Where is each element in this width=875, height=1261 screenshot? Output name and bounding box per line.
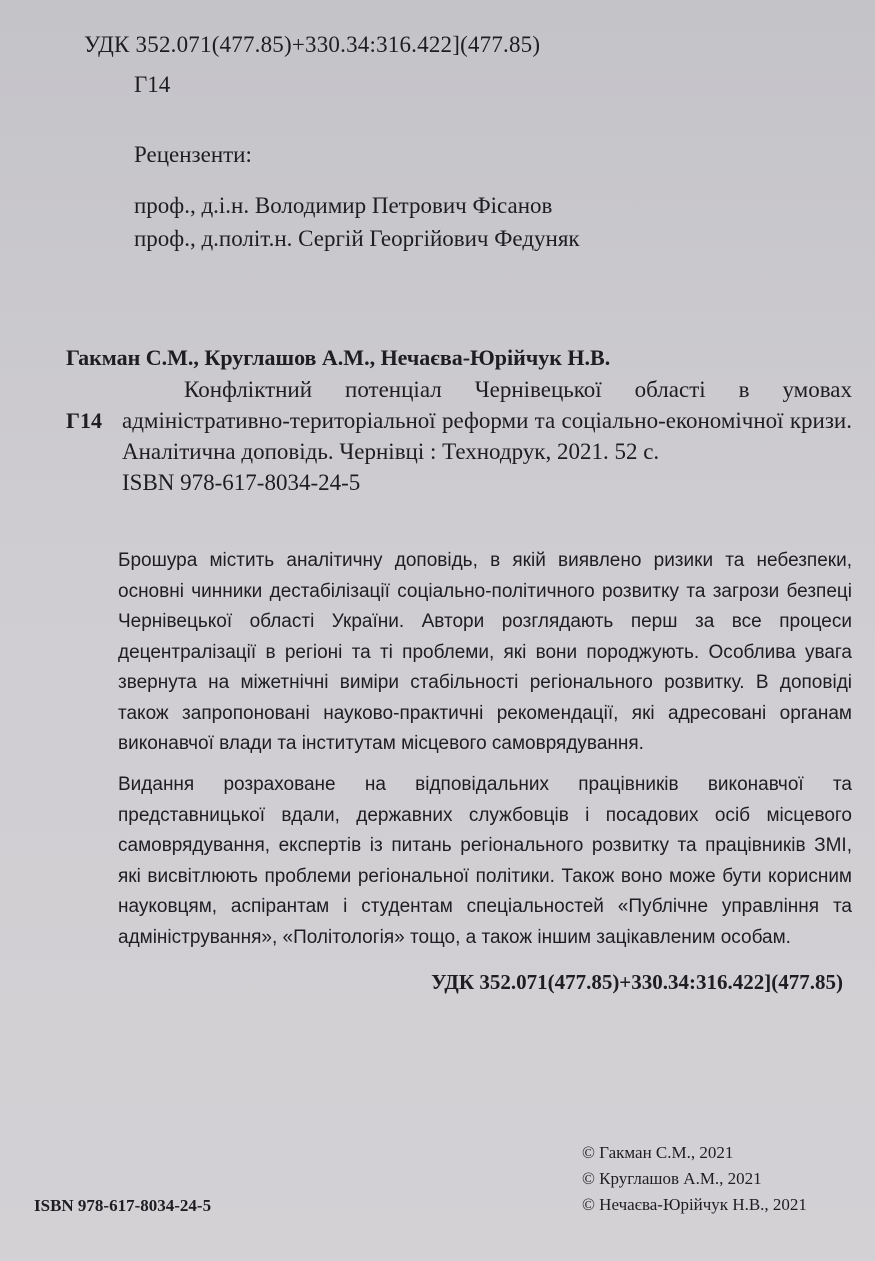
bibliography-isbn: ISBN 978-617-8034-24-5: [122, 470, 361, 495]
copyright-line: © Гакман С.М., 2021: [582, 1143, 734, 1162]
annotation-paragraph: Брошура містить аналітичну доповідь, в якій виявлено ризики та небезпеки, основні чинники дестабілізації соціально-політичного розвитку та загрози безпеці Чернівецької області України. Автори розглядають перш за все процеси децентралізації в регіоні та ті проблеми, які вони породжують. Особлива увага звернута на міжетнічні виміри стабільності регіонального розвитку. В доповіді також запропоновані науково-практичні рекомендації, які адресовані органам виконавчої влади та інститутам місцевого самоврядування.: [118, 550, 852, 754]
copyright-line: © Нечаєва-Юрійчук Н.В., 2021: [582, 1195, 807, 1214]
copyright-block: [582, 1140, 807, 1218]
reviewer-item: проф., д.і.н. Володимир Петрович Фісанов: [134, 193, 553, 218]
bibliography-code: Г14: [66, 408, 102, 433]
bibliography-description: Конфліктний потенціал Чернівецької області в умовах адміністративно-територіальної реформи та соціально-економічної кризи. Аналітична доповідь. Чернівці : Технодрук, 2021. 52 с.: [122, 377, 852, 464]
copyright-line: © Круглашов А.М., 2021: [582, 1169, 762, 1188]
annotation-paragraph: Видання розраховане на відповідальних працівників виконавчої та представницької вдали, державних службовців і посадових осіб місцевого самоврядування, експертів із питань регіонального розвитку та працівників ЗМІ, які висвітлюють проблеми регіональної політики. Також воно може бути корисним науковцям, аспірантам і студентам спеціальностей «Публічне управління та адміністрування», «Політологія» тощо, а також іншим зацікавленим особам.: [118, 774, 852, 948]
author-code-header: Г14: [134, 72, 171, 97]
reviewers-label: Рецензенти:: [134, 142, 252, 167]
bibliography-entry: [122, 374, 852, 498]
bibliography-authors: Гакман С.М., Круглашов А.М., Нечаєва-Юрійчук Н.В.: [66, 345, 611, 370]
udk-header: УДК 352.071(477.85)+330.34:316.422](477.85): [84, 32, 541, 57]
udk-footer: УДК 352.071(477.85)+330.34:316.422](477.85): [431, 970, 843, 994]
isbn-footer: ISBN 978-617-8034-24-5: [34, 1196, 212, 1215]
reviewer-item: проф., д.політ.н. Сергій Георгійович Федуняк: [134, 226, 580, 251]
